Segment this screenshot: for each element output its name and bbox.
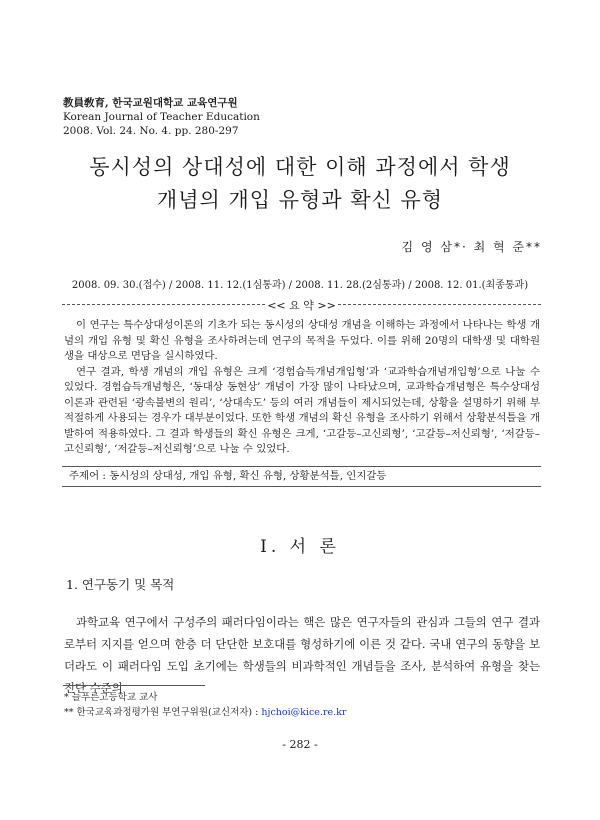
keywords-text: 주제어 : 동시성의 상대성, 개입 유형, 확신 유형, 상황분석틀, 인지갈등 — [69, 470, 387, 482]
keywords-box — [62, 466, 541, 487]
abstract-heading — [62, 297, 541, 311]
abstract-paragraph-1: 이 연구는 특수상대성이론의 기초가 되는 동시성의 상대성 개념을 이해하는 과정에서 나타나는 학생 개념의 개입 유형 및 확신 유형을 조사하려는데 연구의 목적을 두었다. 이를 위해 20명의 대학생 및 대학원생을 대상으로 면담을 실시하였다. — [64, 319, 540, 362]
paper-title-line-2: 개념의 개입 유형과 확신 유형 — [156, 188, 444, 212]
author-email-link[interactable]: hjchoi@kice.re.kr — [261, 707, 347, 718]
abstract-heading-label: << 요 약 >> — [267, 299, 336, 312]
journal-name-korean: 教員敎育, 한국교원대학교 교육연구원 — [63, 97, 238, 109]
footnote-2-text: ** 한국교육과정평가원 부연구위원(교신저자) : — [64, 707, 262, 718]
abstract-body — [64, 318, 540, 458]
review-dates: 2008. 09. 30.(접수) / 2008. 11. 12.(1심통과) / 2008. 11. 28.(2심통과) / 2008. 12. 01.(최종통과) — [71, 280, 529, 291]
abstract-paragraph-2: 연구 결과, 학생 개념의 개입 유형은 크게 ‘경험습득개념개입형’과 ‘교과학습개념개입형’으로 나눌 수 있었다. 경험습득개념형은, ‘동대상 동현상’ 개념이 가장 많이 나타났으며, 교과학습개념형은 특수상대성이론과 관련된 ‘광속불변의 원리’, ‘상대속도’ 등의 여러 개념들이 제시되었는데, 상황을 설명하기 위해 부적절하게 사용되는 경우가 대부분이었다. 또한 학생 개념의 확신 유형을 조사하기 위해서 상황분석틀을 개발하여 적용하였다. 그 결과 학생들의 확신 유형은 크게, ‘고갈등–고신뢰형’, ‘고갈등–저신뢰형’, ‘저갈등–고신뢰형’, ‘저갈등–저신뢰형’으로 나눌 수 있었다. — [64, 365, 540, 455]
journal-volume-info: 2008. Vol. 24. No. 4. pp. 280-297 — [63, 125, 239, 137]
footnote-2 — [64, 705, 346, 720]
page-number: - 282 - — [282, 738, 318, 751]
author-names: 김 영 삼*· 최 혁 준** — [401, 240, 542, 254]
footnote-divider — [63, 685, 205, 686]
subsection-title: 1. 연구동기 및 목적 — [66, 577, 175, 592]
paper-title-line-1: 동시성의 상대성에 대한 이해 과정에서 학생 — [89, 155, 511, 179]
journal-header — [63, 96, 260, 138]
section-title: Ⅰ. 서 론 — [260, 537, 340, 557]
divider-right — [338, 304, 541, 305]
body-paragraph: 과학교육 연구에서 구성주의 패러다임이라는 핵은 많은 연구자들의 관심과 그들의 연구 결과로부터 지지를 얻으며 한층 더 단단한 보호대를 형성하기에 이른 것 같다. 국내 연구의 동향을 보더라도 이 패러다임 도입 초기에는 학생들의 비과학적인 개념들을 조사, 분석하여 유형을 찾는 진단 수준의 — [64, 615, 540, 695]
footnote-1: * 늘푸른고등학교 교사 — [64, 692, 158, 703]
footnotes — [64, 690, 346, 720]
journal-name-english: Korean Journal of Teacher Education — [63, 111, 260, 123]
